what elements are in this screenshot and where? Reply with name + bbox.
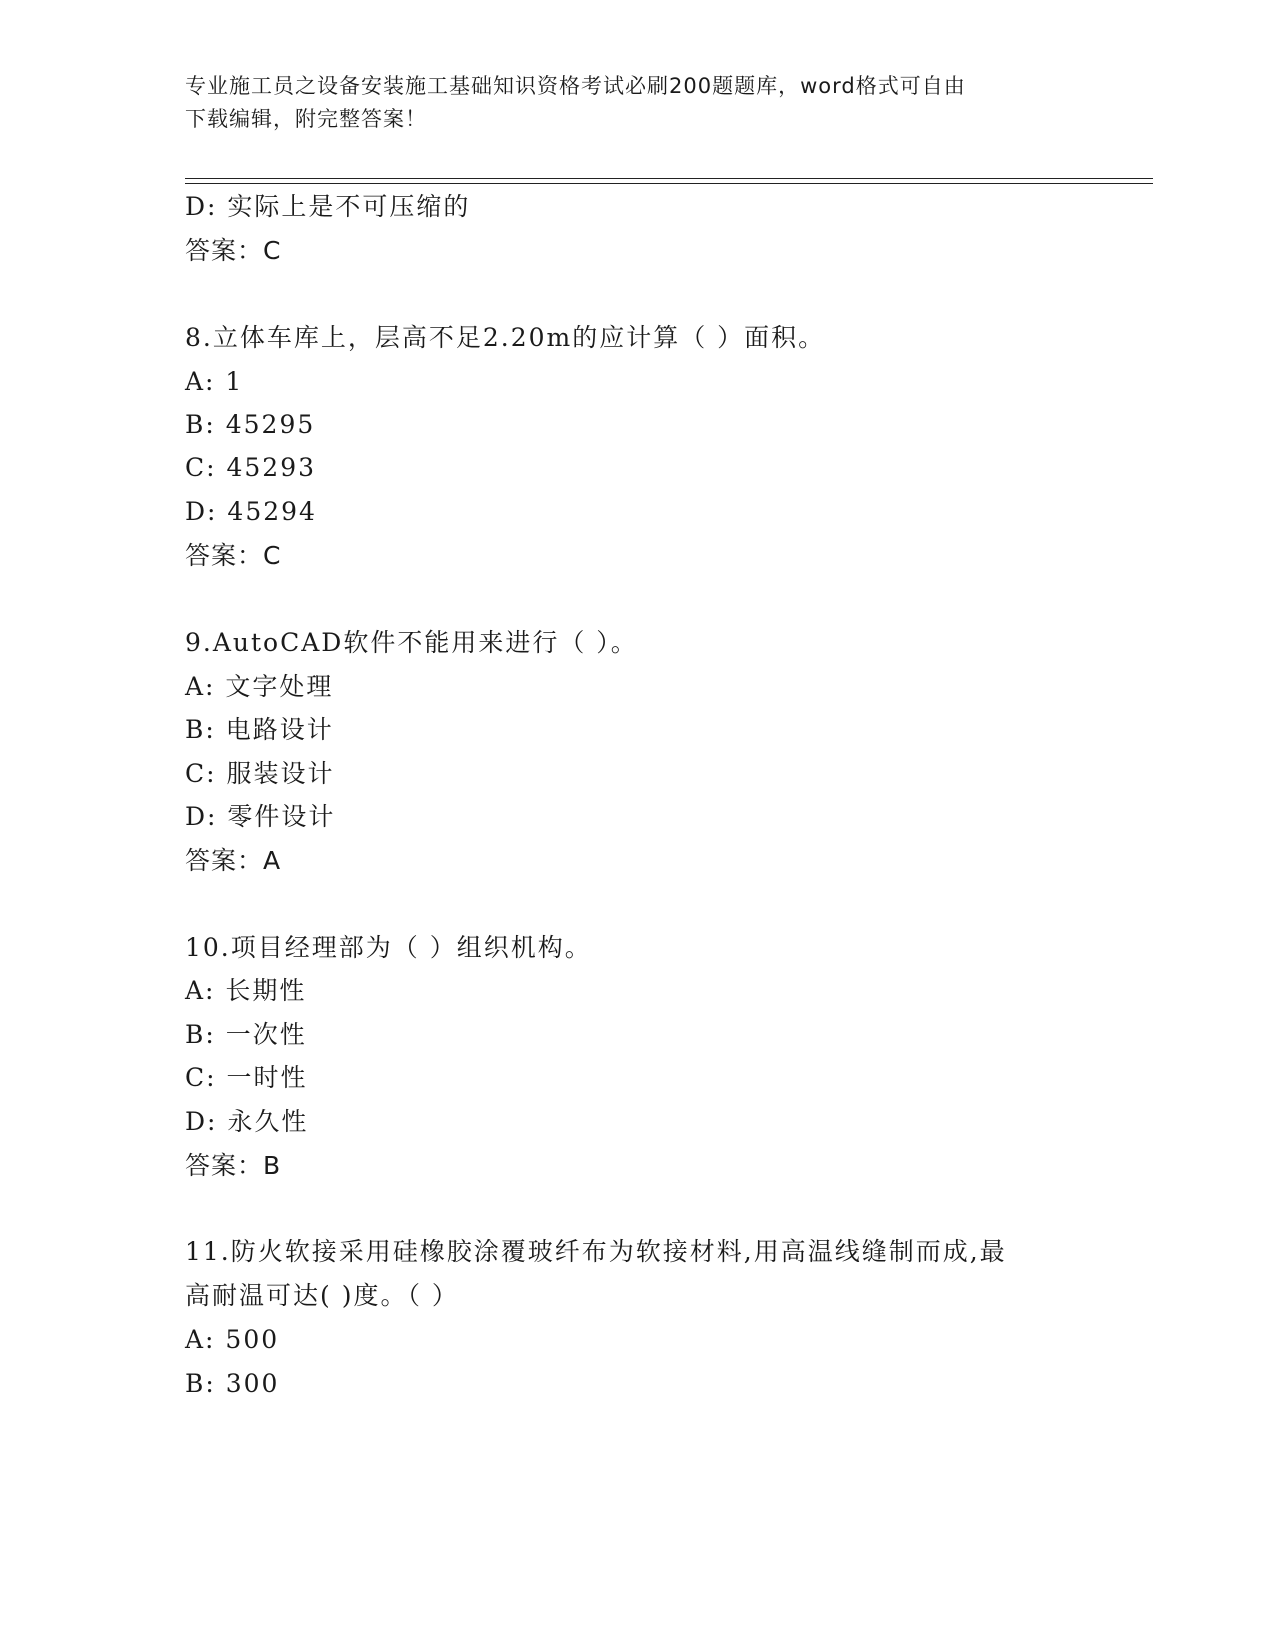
- header-line-1: 专业施工员之设备安装施工基础知识资格考试必刷200题题库，word格式可自由: [185, 74, 966, 98]
- question-9-answer: 答案：A: [185, 846, 282, 875]
- header-divider-top: [185, 178, 1153, 179]
- question-8-stem: 8.立体车库上，层高不足2.20m的应计算（ ）面积。: [185, 323, 826, 352]
- question-8-option-b: B: 45295: [185, 410, 316, 439]
- question-9-stem: 9.AutoCAD软件不能用来进行（ ）。: [185, 628, 638, 657]
- header-line-2: 下载编辑，附完整答案！: [185, 107, 427, 131]
- question-10-answer: 答案：B: [185, 1151, 282, 1180]
- question-9-option-d: D: 零件设计: [185, 802, 336, 831]
- question-11-stem-line-2: 高耐温可达( )度。（ ）: [185, 1281, 459, 1310]
- question-10-option-d: D: 永久性: [185, 1107, 309, 1136]
- answer: 答案：C: [185, 236, 282, 265]
- option-d: D: 实际上是不可压缩的: [185, 192, 471, 221]
- question-11-option-a: A: 500: [185, 1325, 280, 1354]
- question-10-stem: 10.项目经理部为（ ）组织机构。: [185, 933, 592, 962]
- header-divider-bottom: [185, 183, 1153, 184]
- question-9-option-c: C: 服装设计: [185, 759, 335, 788]
- page-header: [185, 70, 1085, 136]
- question-9-option-b: B: 电路设计: [185, 715, 334, 744]
- question-10-option-a: A: 长期性: [185, 976, 307, 1005]
- question-8-option-d: D: 45294: [185, 497, 317, 526]
- question-8-answer: 答案：C: [185, 541, 282, 570]
- question-11-stem-line-1: 11.防火软接采用硅橡胶涂覆玻纤布为软接材料,用高温线缝制而成,最: [185, 1237, 1007, 1266]
- question-10-option-b: B: 一次性: [185, 1020, 307, 1049]
- question-9-option-a: A: 文字处理: [185, 672, 334, 701]
- question-8-option-a: A: 1: [185, 367, 244, 396]
- question-8-option-c: C: 45293: [185, 453, 317, 482]
- question-11-option-b: B: 300: [185, 1369, 280, 1398]
- question-10-option-c: C: 一时性: [185, 1063, 308, 1092]
